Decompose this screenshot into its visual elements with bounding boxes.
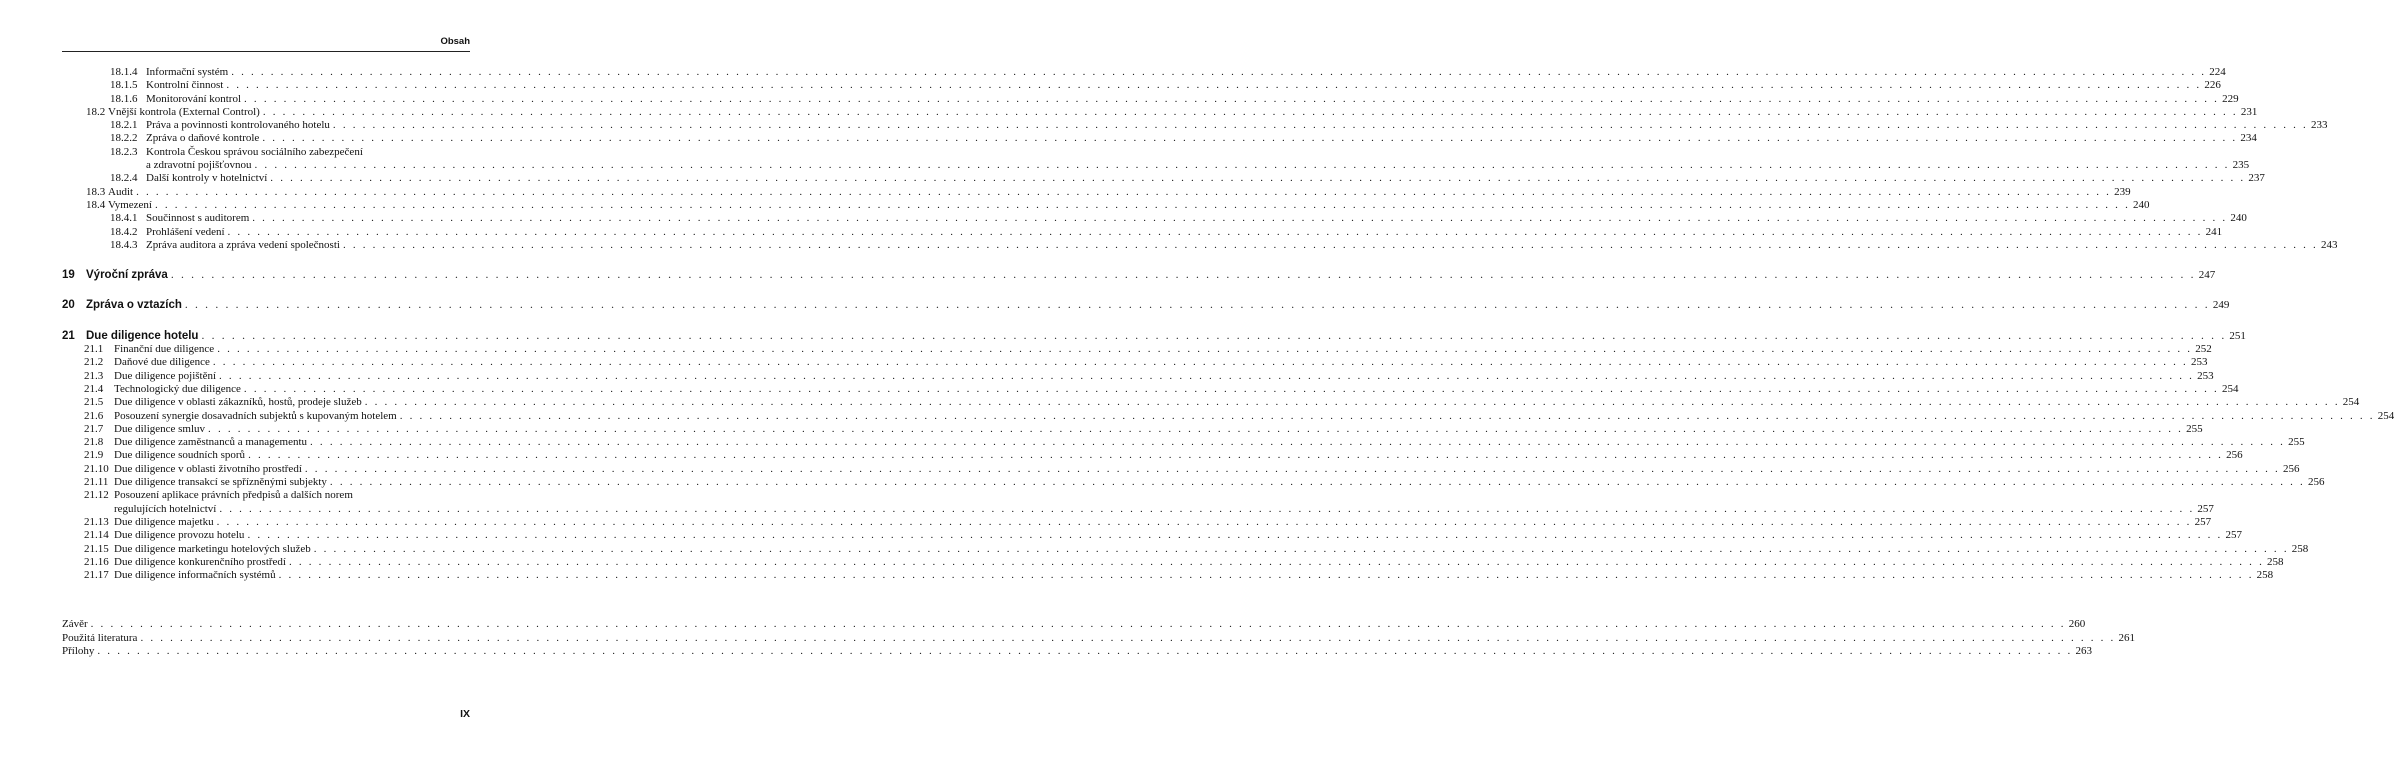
- toc-entry[interactable]: [62, 79, 2221, 92]
- toc-entry-line: [114, 396, 2360, 409]
- toc-entry-number: 18.1.6: [110, 92, 138, 105]
- dot-leader: . . . . . . . . . . . . . . . . . . . . . . . . . . . . . . . . . . . . . . . . . . . . . . . . . . . . . . . . . . . . . . . . . . . . . . . . . . . . . . . . . . . . . . . . . . . . . . . . . . . . . . . . . . . . . . . . . . . . . . . . . . . . . . . . . . . . . . . . . . . . . . . . . . . . . . . . . . . . . . . . . . . . . . . . . . . . . . . . . . . . . . . . . . . . . . . . . . . . . . . .: [252, 212, 2228, 225]
- toc-entry-line: [146, 79, 2221, 92]
- dot-leader: . . . . . . . . . . . . . . . . . . . . . . . . . . . . . . . . . . . . . . . . . . . . . . . . . . . . . . . . . . . . . . . . . . . . . . . . . . . . . . . . . . . . . . . . . . . . . . . . . . . . . . . . . . . . . . . . . . . . . . . . . . . . . . . . . . . . . . . . . . . . . . . . . . . . . . . . . . . . . . . . . . . . . . . . . . . . . . . . . . . . . . . . . . . . . . . . . . . . . . . .: [97, 644, 2073, 657]
- toc-entry[interactable]: [62, 542, 2309, 556]
- toc-entry[interactable]: [62, 105, 2258, 119]
- toc-entry-number: 20: [62, 299, 75, 312]
- toc-entry-page: 252: [2195, 343, 2212, 356]
- dot-leader: . . . . . . . . . . . . . . . . . . . . . . . . . . . . . . . . . . . . . . . . . . . . . . . . . . . . . . . . . . . . . . . . . . . . . . . . . . . . . . . . . . . . . . . . . . . . . . . . . . . . . . . . . . . . . . . . . . . . . . . . . . . . . . . . . . . . . . . . . . . . . . . . . . . . . . . . . . . . . . . . . . . . . . . . . . . . . . . . . . . . . . . . . . . . . . . . . . . . . . . .: [201, 329, 2227, 342]
- toc-entry-line: [146, 92, 2239, 106]
- toc-entry[interactable]: [62, 159, 2250, 172]
- header-rule: [62, 51, 470, 52]
- toc-entry-number: 21.16: [84, 555, 109, 568]
- toc-entry-number: 18.2.4: [110, 172, 138, 185]
- toc-entry-page: 257: [2225, 529, 2242, 542]
- toc-entry-title: Zpráva auditora a zpráva vedení společnosti: [146, 239, 343, 252]
- dot-leader: . . . . . . . . . . . . . . . . . . . . . . . . . . . . . . . . . . . . . . . . . . . . . . . . . . . . . . . . . . . . . . . . . . . . . . . . . . . . . . . . . . . . . . . . . . . . . . . . . . . . . . . . . . . . . . . . . . . . . . . . . . . . . . . . . . . . . . . . . . . . . . . . . . . . . . . . . . . . . . . . . . . . . . . . . . . . . . . . . . . . . . . . . . . . . . . . . . . . . . . .: [231, 66, 2207, 78]
- toc-entry[interactable]: [62, 92, 2239, 106]
- toc-entry-title: Informační systém: [146, 66, 231, 79]
- toc-entry-title: Zpráva o daňové kontrole: [146, 132, 262, 145]
- toc-entry[interactable]: [62, 436, 2305, 449]
- toc-entry-title: Due diligence soudních sporů: [114, 449, 248, 462]
- dot-leader: . . . . . . . . . . . . . . . . . . . . . . . . . . . . . . . . . . . . . . . . . . . . . . . . . . . . . . . . . . . . . . . . . . . . . . . . . . . . . . . . . . . . . . . . . . . . . . . . . . . . . . . . . . . . . . . . . . . . . . . . . . . . . . . . . . . . . . . . . . . . . . . . . . . . . . . . . . . . . . . . . . . . . . . . . . . . . . . . . . . . . . . . . . . . . . . . . . . . . . . .: [262, 105, 2238, 118]
- toc-entry-number: 18.2: [86, 105, 106, 118]
- toc-entry[interactable]: [62, 369, 2214, 383]
- dot-leader: . . . . . . . . . . . . . . . . . . . . . . . . . . . . . . . . . . . . . . . . . . . . . . . . . . . . . . . . . . . . . . . . . . . . . . . . . . . . . . . . . . . . . . . . . . . . . . . . . . . . . . . . . . . . . . . . . . . . . . . . . . . . . . . . . . . . . . . . . . . . . . . . . . . . . . . . . . . . . . . . . . . . . . . . . . . . . . . . . . . . . . . . . . . . . . . . . . . . . . . .: [219, 502, 2195, 515]
- toc-entry-line: [114, 489, 470, 502]
- toc-entry-page: 233: [2310, 119, 2328, 132]
- toc-entry-line: [146, 172, 2265, 185]
- toc-entry[interactable]: [62, 185, 2131, 199]
- toc-spacer: [62, 282, 470, 299]
- toc-entry-line: [108, 185, 2131, 199]
- toc-entry-title: Due diligence hotelu: [86, 330, 201, 343]
- toc-entry-title: Due diligence zaměstnanců a managementu: [114, 436, 310, 449]
- toc-entry-title: Due diligence transakcí se spřízněnými subjekty: [114, 476, 330, 489]
- dot-leader: . . . . . . . . . . . . . . . . . . . . . . . . . . . . . . . . . . . . . . . . . . . . . . . . . . . . . . . . . . . . . . . . . . . . . . . . . . . . . . . . . . . . . . . . . . . . . . . . . . . . . . . . . . . . . . . . . . . . . . . . . . . . . . . . . . . . . . . . . . . . . . . . . . . . . . . . . . . . . . . . . . . . . . . . . . . . . . . . . . . . . . . . . . . . . . . . . . . . . . . .: [226, 79, 2202, 92]
- toc-entry-page: 224: [2209, 66, 2226, 78]
- toc-entry-line: [114, 356, 2208, 369]
- dot-leader: . . . . . . . . . . . . . . . . . . . . . . . . . . . . . . . . . . . . . . . . . . . . . . . . . . . . . . . . . . . . . . . . . . . . . . . . . . . . . . . . . . . . . . . . . . . . . . . . . . . . . . . . . . . . . . . . . . . . . . . . . . . . . . . . . . . . . . . . . . . . . . . . . . . . . . . . . . . . . . . . . . . . . . . . . . . . . . . . . . . . . . . . . . . . . . . . . . . . . . . .: [227, 225, 2203, 238]
- toc-entry[interactable]: [62, 462, 2300, 476]
- toc-entry-number: 18.4.2: [110, 225, 138, 238]
- toc-entry-title: Due diligence majetku: [114, 516, 217, 529]
- dot-leader: . . . . . . . . . . . . . . . . . . . . . . . . . . . . . . . . . . . . . . . . . . . . . . . . . . . . . . . . . . . . . . . . . . . . . . . . . . . . . . . . . . . . . . . . . . . . . . . . . . . . . . . . . . . . . . . . . . . . . . . . . . . . . . . . . . . . . . . . . . . . . . . . . . . . . . . . . . . . . . . . . . . . . . . . . . . . . . . . . . . . . . . . . . . . . . . . . . . . . . . .: [399, 409, 2375, 422]
- toc-entry-page: 261: [2118, 631, 2136, 644]
- toc-entry-page: 263: [2075, 644, 2092, 657]
- page-number: IX: [460, 708, 470, 720]
- toc-entry[interactable]: [62, 212, 2247, 225]
- toc-entry-page: 241: [2205, 225, 2223, 238]
- dot-leader: . . . . . . . . . . . . . . . . . . . . . . . . . . . . . . . . . . . . . . . . . . . . . . . . . . . . . . . . . . . . . . . . . . . . . . . . . . . . . . . . . . . . . . . . . . . . . . . . . . . . . . . . . . . . . . . . . . . . . . . . . . . . . . . . . . . . . . . . . . . . . . . . . . . . . . . . . . . . . . . . . . . . . . . . . . . . . . . . . . . . . . . . . . . . . . . . . . . . . . . .: [184, 299, 2210, 312]
- toc-entry-number: 18.2.1: [110, 119, 138, 132]
- toc-entry-line: [114, 436, 2305, 449]
- toc-entry-title: Posouzení aplikace právních předpisů a dalších norem: [114, 489, 356, 502]
- toc-entry-line: [114, 343, 2212, 356]
- dot-leader: . . . . . . . . . . . . . . . . . . . . . . . . . . . . . . . . . . . . . . . . . . . . . . . . . . . . . . . . . . . . . . . . . . . . . . . . . . . . . . . . . . . . . . . . . . . . . . . . . . . . . . . . . . . . . . . . . . . . . . . . . . . . . . . . . . . . . . . . . . . . . . . . . . . . . . . . . . . . . . . . . . . . . . . . . . . . . . . . . . . . . . . . . . . . . . . . . . . . . . . .: [154, 198, 2131, 211]
- toc-entry-page: 239: [2114, 185, 2131, 198]
- toc-entry-page: 231: [2240, 105, 2258, 118]
- toc-entry-line: [114, 555, 2284, 569]
- toc-entry-page: 258: [2256, 569, 2274, 582]
- toc-entry-number: 21.8: [84, 436, 104, 449]
- toc-entry[interactable]: [62, 555, 2284, 569]
- toc-entry-page: 234: [2240, 132, 2257, 145]
- toc-entry-title: Monitorování kontrol: [146, 93, 244, 106]
- dot-leader: . . . . . . . . . . . . . . . . . . . . . . . . . . . . . . . . . . . . . . . . . . . . . . . . . . . . . . . . . . . . . . . . . . . . . . . . . . . . . . . . . . . . . . . . . . . . . . . . . . . . . . . . . . . . . . . . . . . . . . . . . . . . . . . . . . . . . . . . . . . . . . . . . . . . . . . . . . . . . . . . . . . . . . . . . . . . . . . . . . . . . . . . . . . . . . . . . . . . . . . .: [262, 132, 2238, 145]
- toc-entry-title: Součinnost s auditorem: [146, 212, 252, 225]
- toc-entry-title: Kontrola Českou správou sociálního zabezpečení: [146, 146, 366, 159]
- toc-entry-number: 18.4.1: [110, 212, 138, 225]
- toc-entry-number: 21.1: [84, 343, 104, 356]
- toc-entry[interactable]: [62, 329, 2246, 343]
- toc-entry-number: 18.1.4: [110, 66, 138, 78]
- toc-entry-page: 256: [2226, 449, 2243, 462]
- toc-entry-line: [114, 542, 2309, 556]
- toc-entry-number: 18.3: [86, 185, 106, 198]
- toc-entry-line: [146, 132, 2257, 145]
- toc-entry[interactable]: [62, 529, 2242, 542]
- toc-entry-line: [146, 159, 2250, 172]
- toc-entry-number: 21.15: [84, 542, 109, 555]
- toc-entry-line: [114, 476, 2325, 489]
- toc-entry-title: Due diligence smluv: [114, 423, 208, 436]
- toc-entry[interactable]: [62, 225, 2223, 239]
- toc-entry[interactable]: [62, 618, 2086, 631]
- dot-leader: . . . . . . . . . . . . . . . . . . . . . . . . . . . . . . . . . . . . . . . . . . . . . . . . . . . . . . . . . . . . . . . . . . . . . . . . . . . . . . . . . . . . . . . . . . . . . . . . . . . . . . . . . . . . . . . . . . . . . . . . . . . . . . . . . . . . . . . . . . . . . . . . . . . . . . . . . . . . . . . . . . . . . . . . . . . . . . . . . . . . . . . . . . . . . . . . . . . . . . . .: [140, 631, 2116, 644]
- toc-entry[interactable]: [62, 631, 2136, 645]
- toc-entry-number: 21.17: [84, 569, 109, 582]
- dot-leader: . . . . . . . . . . . . . . . . . . . . . . . . . . . . . . . . . . . . . . . . . . . . . . . . . . . . . . . . . . . . . . . . . . . . . . . . . . . . . . . . . . . . . . . . . . . . . . . . . . . . . . . . . . . . . . . . . . . . . . . . . . . . . . . . . . . . . . . . . . . . . . . . . . . . . . . . . . . . . . . . . . . . . . . . . . . . . . . . . . . . . . . . . . . . . . . . . . . . . . . .: [364, 396, 2340, 409]
- toc-entry-title: Technologický due diligence: [114, 383, 244, 396]
- toc-entry-title: Posouzení synergie dosavadních subjektů s kupovaným hotelem: [114, 410, 400, 423]
- toc-entry-page: 235: [2232, 159, 2250, 172]
- toc-entry-title: Finanční due diligence: [114, 343, 217, 356]
- toc-entry-line: [114, 422, 2203, 436]
- toc-entry-line: [114, 529, 2242, 542]
- toc-entry-page: 237: [2248, 172, 2265, 185]
- toc-entry-title: a zdravotní pojišťovnou: [146, 159, 255, 172]
- toc-entry[interactable]: [62, 198, 2150, 212]
- toc-entry-page: 253: [2190, 356, 2208, 369]
- toc-entry-page: 258: [2291, 542, 2309, 555]
- toc-entry-line: [114, 449, 2243, 462]
- toc-entry-page: 253: [2197, 369, 2214, 382]
- toc-entry[interactable]: [62, 343, 2212, 356]
- dot-leader: . . . . . . . . . . . . . . . . . . . . . . . . . . . . . . . . . . . . . . . . . . . . . . . . . . . . . . . . . . . . . . . . . . . . . . . . . . . . . . . . . . . . . . . . . . . . . . . . . . . . . . . . . . . . . . . . . . . . . . . . . . . . . . . . . . . . . . . . . . . . . . . . . . . . . . . . . . . . . . . . . . . . . . . . . . . . . . . . . . . . . . . . . . . . . . . . . . . . . . . .: [219, 369, 2195, 382]
- dot-leader: . . . . . . . . . . . . . . . . . . . . . . . . . . . . . . . . . . . . . . . . . . . . . . . . . . . . . . . . . . . . . . . . . . . . . . . . . . . . . . . . . . . . . . . . . . . . . . . . . . . . . . . . . . . . . . . . . . . . . . . . . . . . . . . . . . . . . . . . . . . . . . . . . . . . . . . . . . . . . . . . . . . . . . . . . . . . . . . . . . . . . . . . . . . . . . . . . . . . . . . .: [136, 185, 2112, 198]
- toc-entry-line: [108, 198, 2150, 212]
- toc-entry[interactable]: [62, 238, 2338, 252]
- toc-entry[interactable]: [62, 409, 2394, 423]
- toc-entry-page: 229: [2222, 92, 2239, 105]
- toc-entry-number: 18.2.3: [110, 145, 138, 158]
- dot-leader: . . . . . . . . . . . . . . . . . . . . . . . . . . . . . . . . . . . . . . . . . . . . . . . . . . . . . . . . . . . . . . . . . . . . . . . . . . . . . . . . . . . . . . . . . . . . . . . . . . . . . . . . . . . . . . . . . . . . . . . . . . . . . . . . . . . . . . . . . . . . . . . . . . . . . . . . . . . . . . . . . . . . . . . . . . . . . . . . . . . . . . . . . . . . . . . . . . . . . . . .: [310, 436, 2286, 449]
- toc-entry-number: 21.6: [84, 409, 104, 422]
- toc-entry-title: Vnější kontrola (External Control): [108, 106, 263, 119]
- toc-entry-page: 257: [2197, 502, 2214, 515]
- dot-leader: . . . . . . . . . . . . . . . . . . . . . . . . . . . . . . . . . . . . . . . . . . . . . . . . . . . . . . . . . . . . . . . . . . . . . . . . . . . . . . . . . . . . . . . . . . . . . . . . . . . . . . . . . . . . . . . . . . . . . . . . . . . . . . . . . . . . . . . . . . . . . . . . . . . . . . . . . . . . . . . . . . . . . . . . . . . . . . . . . . . . . . . . . . . . . . . . . . . . . . . .: [244, 92, 2220, 105]
- dot-leader: . . . . . . . . . . . . . . . . . . . . . . . . . . . . . . . . . . . . . . . . . . . . . . . . . . . . . . . . . . . . . . . . . . . . . . . . . . . . . . . . . . . . . . . . . . . . . . . . . . . . . . . . . . . . . . . . . . . . . . . . . . . . . . . . . . . . . . . . . . . . . . . . . . . . . . . . . . . . . . . . . . . . . . . . . . . . . . . . . . . . . . . . . . . . . . . . . . . . . . . .: [304, 462, 2280, 475]
- toc-entry-line: [86, 269, 2216, 282]
- toc-entry[interactable]: [62, 489, 470, 502]
- toc-entry-number: 21.3: [84, 369, 104, 382]
- toc-entry-title: Prohlášení vedení: [146, 226, 228, 239]
- toc-entry-page: 258: [2267, 555, 2284, 568]
- toc-entry[interactable]: [62, 299, 2230, 312]
- toc-entry-number: 21.7: [84, 422, 104, 435]
- toc-entry-number: 21: [62, 329, 75, 342]
- toc-entry-line: [146, 212, 2247, 225]
- toc-entry-page: 255: [2288, 436, 2305, 449]
- toc-entry-line: [114, 369, 2214, 383]
- toc-entry-line: [114, 502, 2214, 516]
- toc-entry-page: 254: [2342, 396, 2360, 409]
- toc-entry-number: 21.2: [84, 356, 104, 369]
- dot-leader: . . . . . . . . . . . . . . . . . . . . . . . . . . . . . . . . . . . . . . . . . . . . . . . . . . . . . . . . . . . . . . . . . . . . . . . . . . . . . . . . . . . . . . . . . . . . . . . . . . . . . . . . . . . . . . . . . . . . . . . . . . . . . . . . . . . . . . . . . . . . . . . . . . . . . . . . . . . . . . . . . . . . . . . . . . . . . . . . . . . . . . . . . . . . . . . . . . . . . . . .: [270, 172, 2246, 185]
- toc-entry-line: [146, 66, 2226, 79]
- toc-entry-line: [114, 515, 2212, 529]
- toc-entry-title: regulujících hotelnictví: [114, 503, 219, 516]
- toc-entry-title: Due diligence pojištění: [114, 370, 219, 383]
- toc-entry-title: Použitá literatura: [62, 632, 140, 645]
- toc-entry-page: 254: [2221, 382, 2239, 395]
- toc-entry-number: 18.4: [86, 198, 106, 211]
- toc-entry-page: 240: [2230, 212, 2247, 225]
- toc-entry-number: 21.13: [84, 515, 109, 528]
- toc-entry[interactable]: [62, 269, 2216, 282]
- toc-entry-number: 21.11: [84, 476, 109, 489]
- toc-entry-page: 247: [2198, 269, 2216, 282]
- toc-entry[interactable]: [62, 146, 470, 159]
- toc-entry[interactable]: [62, 132, 2257, 145]
- dot-leader: . . . . . . . . . . . . . . . . . . . . . . . . . . . . . . . . . . . . . . . . . . . . . . . . . . . . . . . . . . . . . . . . . . . . . . . . . . . . . . . . . . . . . . . . . . . . . . . . . . . . . . . . . . . . . . . . . . . . . . . . . . . . . . . . . . . . . . . . . . . . . . . . . . . . . . . . . . . . . . . . . . . . . . . . . . . . . . . . . . . . . . . . . . . . . . . . . . . . . . . .: [216, 515, 2192, 528]
- toc-entry[interactable]: [62, 476, 2325, 489]
- toc-entry-number: 21.12: [84, 489, 109, 502]
- toc-entry[interactable]: [62, 449, 2243, 462]
- dot-leader: . . . . . . . . . . . . . . . . . . . . . . . . . . . . . . . . . . . . . . . . . . . . . . . . . . . . . . . . . . . . . . . . . . . . . . . . . . . . . . . . . . . . . . . . . . . . . . . . . . . . . . . . . . . . . . . . . . . . . . . . . . . . . . . . . . . . . . . . . . . . . . . . . . . . . . . . . . . . . . . . . . . . . . . . . . . . . . . . . . . . . . . . . . . . . . . . . . . . . . . .: [329, 476, 2305, 489]
- toc-entry-page: 251: [2229, 329, 2246, 342]
- toc-entry-line: [114, 462, 2300, 476]
- toc-entry-number: 21.4: [84, 382, 104, 395]
- toc-entry-title: Práva a povinnosti kontrolovaného hotelu: [146, 119, 333, 132]
- toc-entry[interactable]: [62, 396, 2360, 409]
- toc-entry-line: [62, 618, 2086, 631]
- toc-entry-number: 18.1.5: [110, 79, 138, 92]
- table-of-contents: [62, 66, 2394, 658]
- dot-leader: . . . . . . . . . . . . . . . . . . . . . . . . . . . . . . . . . . . . . . . . . . . . . . . . . . . . . . . . . . . . . . . . . . . . . . . . . . . . . . . . . . . . . . . . . . . . . . . . . . . . . . . . . . . . . . . . . . . . . . . . . . . . . . . . . . . . . . . . . . . . . . . . . . . . . . . . . . . . . . . . . . . . . . . . . . . . . . . . . . . . . . . . . . . . . . . . . . . . . . . .: [254, 159, 2230, 172]
- toc-entry-title: Due diligence marketingu hotelových služeb: [114, 543, 314, 556]
- toc-entry[interactable]: [62, 172, 2265, 185]
- toc-entry-title: Due diligence konkurenčního prostředí: [114, 556, 289, 569]
- dot-leader: . . . . . . . . . . . . . . . . . . . . . . . . . . . . . . . . . . . . . . . . . . . . . . . . . . . . . . . . . . . . . . . . . . . . . . . . . . . . . . . . . . . . . . . . . . . . . . . . . . . . . . . . . . . . . . . . . . . . . . . . . . . . . . . . . . . . . . . . . . . . . . . . . . . . . . . . . . . . . . . . . . . . . . . . . . . . . . . . . . . . . . . . . . . . . . . . . . . . . . . .: [212, 356, 2188, 369]
- running-header: Obsah: [440, 36, 470, 47]
- dot-leader: . . . . . . . . . . . . . . . . . . . . . . . . . . . . . . . . . . . . . . . . . . . . . . . . . . . . . . . . . . . . . . . . . . . . . . . . . . . . . . . . . . . . . . . . . . . . . . . . . . . . . . . . . . . . . . . . . . . . . . . . . . . . . . . . . . . . . . . . . . . . . . . . . . . . . . . . . . . . . . . . . . . . . . . . . . . . . . . . . . . . . . . . . . . . . . . . . . . . . . . .: [248, 449, 2224, 462]
- toc-entry-page: 254: [2377, 409, 2394, 422]
- toc-entry-line: [114, 382, 2239, 396]
- toc-entry-number: 18.2.2: [110, 132, 138, 145]
- toc-entry-page: 260: [2068, 618, 2086, 631]
- toc-entry-line: [62, 644, 2092, 658]
- toc-entry[interactable]: [62, 502, 2214, 516]
- toc-entry[interactable]: [62, 569, 2274, 582]
- toc-entry-title: Zpráva o vztazích: [86, 299, 185, 312]
- toc-entry-number: 19: [62, 269, 75, 282]
- toc-entry-page: 256: [2282, 462, 2300, 475]
- toc-spacer: [62, 582, 470, 618]
- toc-entry[interactable]: [62, 422, 2203, 436]
- toc-entry-title: Due diligence v oblasti životního prostředí: [114, 463, 305, 476]
- toc-spacer: [62, 252, 470, 269]
- toc-entry-line: [62, 631, 2136, 645]
- toc-entry[interactable]: [62, 382, 2239, 396]
- dot-leader: . . . . . . . . . . . . . . . . . . . . . . . . . . . . . . . . . . . . . . . . . . . . . . . . . . . . . . . . . . . . . . . . . . . . . . . . . . . . . . . . . . . . . . . . . . . . . . . . . . . . . . . . . . . . . . . . . . . . . . . . . . . . . . . . . . . . . . . . . . . . . . . . . . . . . . . . . . . . . . . . . . . . . . . . . . . . . . . . . . . . . . . . . . . . . . . . . . . . . . . .: [243, 382, 2219, 395]
- toc-entry-title: Výroční zpráva: [86, 269, 171, 282]
- toc-entry[interactable]: [62, 119, 2328, 132]
- toc-entry-number: 21.5: [84, 396, 104, 409]
- toc-entry-line: [114, 409, 2394, 423]
- toc-entry-title: Kontrolní činnost: [146, 79, 226, 92]
- toc-entry-line: [146, 146, 470, 159]
- toc-entry[interactable]: [62, 644, 2092, 658]
- dot-leader: . . . . . . . . . . . . . . . . . . . . . . . . . . . . . . . . . . . . . . . . . . . . . . . . . . . . . . . . . . . . . . . . . . . . . . . . . . . . . . . . . . . . . . . . . . . . . . . . . . . . . . . . . . . . . . . . . . . . . . . . . . . . . . . . . . . . . . . . . . . . . . . . . . . . . . . . . . . . . . . . . . . . . . . . . . . . . . . . . . . . . . . . . . . . . . . . . . . . . . . .: [217, 343, 2193, 356]
- dot-leader: . . . . . . . . . . . . . . . . . . . . . . . . . . . . . . . . . . . . . . . . . . . . . . . . . . . . . . . . . . . . . . . . . . . . . . . . . . . . . . . . . . . . . . . . . . . . . . . . . . . . . . . . . . . . . . . . . . . . . . . . . . . . . . . . . . . . . . . . . . . . . . . . . . . . . . . . . . . . . . . . . . . . . . . . . . . . . . . . . . . . . . . . . . . . . . . . . . . . . . . .: [288, 555, 2265, 568]
- toc-spacer: [62, 313, 470, 330]
- toc-entry-number: 21.9: [84, 449, 104, 462]
- dot-leader: . . . . . . . . . . . . . . . . . . . . . . . . . . . . . . . . . . . . . . . . . . . . . . . . . . . . . . . . . . . . . . . . . . . . . . . . . . . . . . . . . . . . . . . . . . . . . . . . . . . . . . . . . . . . . . . . . . . . . . . . . . . . . . . . . . . . . . . . . . . . . . . . . . . . . . . . . . . . . . . . . . . . . . . . . . . . . . . . . . . . . . . . . . . . . . . . . . . . . . . .: [342, 238, 2319, 251]
- dot-leader: . . . . . . . . . . . . . . . . . . . . . . . . . . . . . . . . . . . . . . . . . . . . . . . . . . . . . . . . . . . . . . . . . . . . . . . . . . . . . . . . . . . . . . . . . . . . . . . . . . . . . . . . . . . . . . . . . . . . . . . . . . . . . . . . . . . . . . . . . . . . . . . . . . . . . . . . . . . . . . . . . . . . . . . . . . . . . . . . . . . . . . . . . . . . . . . . . . . . . . . .: [278, 569, 2254, 582]
- toc-entry-number: 18.4.3: [110, 238, 138, 251]
- toc-entry-line: [86, 299, 2230, 312]
- toc-entry-page: 240: [2133, 198, 2150, 211]
- toc-entry[interactable]: [62, 356, 2208, 369]
- dot-leader: . . . . . . . . . . . . . . . . . . . . . . . . . . . . . . . . . . . . . . . . . . . . . . . . . . . . . . . . . . . . . . . . . . . . . . . . . . . . . . . . . . . . . . . . . . . . . . . . . . . . . . . . . . . . . . . . . . . . . . . . . . . . . . . . . . . . . . . . . . . . . . . . . . . . . . . . . . . . . . . . . . . . . . . . . . . . . . . . . . . . . . . . . . . . . . . . . . . . . . . .: [90, 618, 2066, 631]
- toc-entry-line: [146, 225, 2223, 239]
- toc-entry-line: [146, 119, 2328, 132]
- toc-entry-number: 21.14: [84, 529, 109, 542]
- toc-entry-title: Daňové due diligence: [114, 356, 213, 369]
- toc-entry-line: [146, 238, 2338, 252]
- toc-entry[interactable]: [62, 515, 2212, 529]
- toc-entry[interactable]: [62, 66, 2226, 79]
- toc-entry-number: 21.10: [84, 462, 109, 475]
- toc-entry-line: [86, 329, 2246, 343]
- dot-leader: . . . . . . . . . . . . . . . . . . . . . . . . . . . . . . . . . . . . . . . . . . . . . . . . . . . . . . . . . . . . . . . . . . . . . . . . . . . . . . . . . . . . . . . . . . . . . . . . . . . . . . . . . . . . . . . . . . . . . . . . . . . . . . . . . . . . . . . . . . . . . . . . . . . . . . . . . . . . . . . . . . . . . . . . . . . . . . . . . . . . . . . . . . . . . . . . . . . . . . . .: [247, 529, 2223, 542]
- toc-entry-line: [108, 105, 2258, 119]
- toc-entry-title: Závěr: [62, 618, 91, 631]
- toc-entry-page: 226: [2204, 79, 2221, 92]
- toc-entry-page: 243: [2321, 238, 2338, 251]
- toc-entry-title: Due diligence provozu hotelu: [114, 529, 247, 542]
- toc-entry-page: 256: [2307, 476, 2325, 489]
- toc-entry-title: Due diligence informačních systémů: [114, 569, 279, 582]
- toc-entry-title: Další kontroly v hotelnictví: [146, 172, 270, 185]
- toc-entry-line: [114, 569, 2274, 582]
- toc-entry-title: Přílohy: [62, 645, 97, 658]
- toc-entry-page: 257: [2194, 515, 2212, 528]
- toc-entry-title: Audit: [108, 186, 136, 199]
- toc-entry-title: Vymezení: [108, 199, 155, 212]
- dot-leader: . . . . . . . . . . . . . . . . . . . . . . . . . . . . . . . . . . . . . . . . . . . . . . . . . . . . . . . . . . . . . . . . . . . . . . . . . . . . . . . . . . . . . . . . . . . . . . . . . . . . . . . . . . . . . . . . . . . . . . . . . . . . . . . . . . . . . . . . . . . . . . . . . . . . . . . . . . . . . . . . . . . . . . . . . . . . . . . . . . . . . . . . . . . . . . . . . . . . . . . .: [313, 542, 2289, 555]
- toc-entry-page: 249: [2212, 299, 2230, 312]
- dot-leader: . . . . . . . . . . . . . . . . . . . . . . . . . . . . . . . . . . . . . . . . . . . . . . . . . . . . . . . . . . . . . . . . . . . . . . . . . . . . . . . . . . . . . . . . . . . . . . . . . . . . . . . . . . . . . . . . . . . . . . . . . . . . . . . . . . . . . . . . . . . . . . . . . . . . . . . . . . . . . . . . . . . . . . . . . . . . . . . . . . . . . . . . . . . . . . . . . . . . . . . .: [332, 119, 2308, 132]
- toc-entry-page: 255: [2186, 422, 2203, 435]
- dot-leader: . . . . . . . . . . . . . . . . . . . . . . . . . . . . . . . . . . . . . . . . . . . . . . . . . . . . . . . . . . . . . . . . . . . . . . . . . . . . . . . . . . . . . . . . . . . . . . . . . . . . . . . . . . . . . . . . . . . . . . . . . . . . . . . . . . . . . . . . . . . . . . . . . . . . . . . . . . . . . . . . . . . . . . . . . . . . . . . . . . . . . . . . . . . . . . . . . . . . . . . .: [208, 422, 2184, 435]
- toc-entry-title: Due diligence v oblasti zákazníků, hostů, prodeje služeb: [114, 396, 365, 409]
- dot-leader: . . . . . . . . . . . . . . . . . . . . . . . . . . . . . . . . . . . . . . . . . . . . . . . . . . . . . . . . . . . . . . . . . . . . . . . . . . . . . . . . . . . . . . . . . . . . . . . . . . . . . . . . . . . . . . . . . . . . . . . . . . . . . . . . . . . . . . . . . . . . . . . . . . . . . . . . . . . . . . . . . . . . . . . . . . . . . . . . . . . . . . . . . . . . . . . . . . . . . . . .: [170, 269, 2196, 282]
